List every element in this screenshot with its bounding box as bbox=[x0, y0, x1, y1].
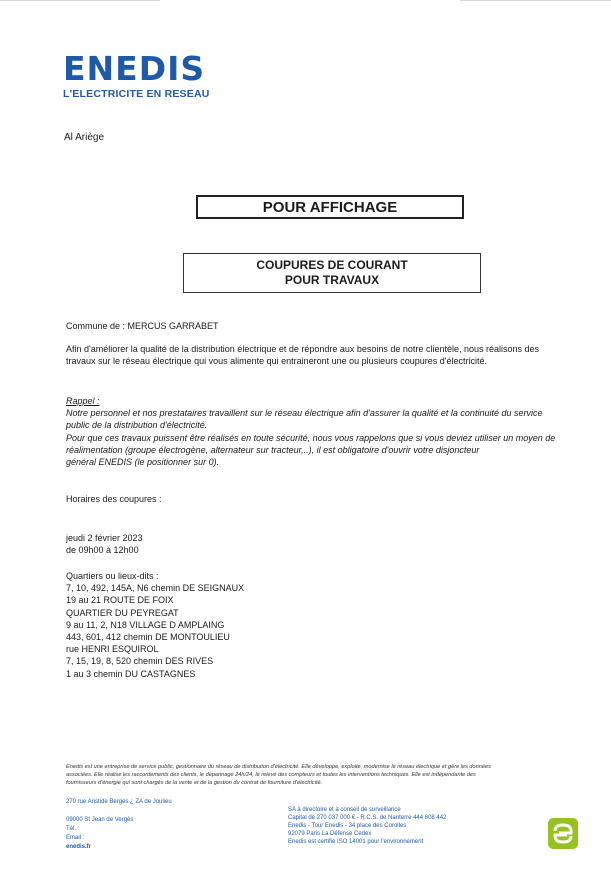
list-item: 7, 15, 19, 8, 520 chemin DES RIVES bbox=[66, 656, 214, 667]
scan-edge-line bbox=[460, 0, 611, 1]
legal-line: fournisseurs d'énergie qui sont chargés de la vente et de la gestion du contrat de fourniture d'électricité. bbox=[66, 780, 323, 786]
list-item: 7, 10, 492, 145A, N6 chemin DE SEIGNAUX bbox=[66, 583, 245, 594]
rappel-line: réalimentation (groupe électrogène, alternateur sur tracteur,..), il est obligatoire d'ouvrir votre disjoncteur bbox=[66, 444, 480, 455]
website-link[interactable]: enedis.fr bbox=[66, 844, 92, 850]
logo-tagline: L'ELECTRICITE EN RESEAU bbox=[63, 88, 210, 100]
coupures-title-box bbox=[183, 253, 481, 293]
list-item: rue HENRI ESQUIROL bbox=[66, 644, 159, 655]
rappel-heading: Rappel : bbox=[66, 396, 100, 406]
email-label: Email : bbox=[66, 835, 85, 841]
intro-line: Afin d'améliorer la qualité de la distribution électrique et de répondre aux besoins de notre clientèle, nous réalisons des bbox=[66, 344, 540, 354]
list-item: 9 au 11, 2, N18 VILLAGE D AMPLAING bbox=[66, 619, 225, 630]
enedis-logo bbox=[63, 49, 210, 100]
rappel-line: public de la distribution d'électricité. bbox=[66, 420, 208, 431]
legal-line: associées. Elle réalise les raccordements des clients, le dépannage 24h/24, le relevé des compteurs et toutes les interventions techniques. Elle est indépendante des bbox=[66, 772, 476, 778]
legal-notice bbox=[66, 763, 586, 787]
schedule-time: de 09h00 à 12h00 bbox=[66, 545, 139, 556]
schedule-date: jeudi 2 février 2023 bbox=[66, 533, 143, 543]
rappel-line: général ENEDIS (le positionner sur 0). bbox=[66, 457, 220, 468]
intro-paragraph bbox=[66, 343, 580, 367]
commune-line: Commune de : MERCUS GARRABET bbox=[66, 321, 219, 331]
list-item: 443, 601, 412 chemin DE MONTOULIEU bbox=[66, 632, 230, 643]
corp-line: SA à directoire et à conseil de surveillance bbox=[288, 807, 401, 813]
horaires-label: Horaires des coupures : bbox=[66, 494, 162, 504]
coupures-title-line1: COUPURES DE COURANT bbox=[256, 258, 408, 272]
enedis-badge-icon bbox=[548, 818, 578, 849]
footer-address bbox=[66, 798, 172, 852]
rappel-line: Pour que ces travaux puissent être réalisés en toute sécurité, nous vous rappelons que si vous deviez utiliser un moyen de bbox=[66, 432, 556, 443]
corp-line: 92079 Paris La Défense Cedex bbox=[288, 831, 372, 837]
corp-line: Enedis est certifié ISO 14001 pour l'environnement bbox=[288, 839, 424, 845]
corporate-info bbox=[288, 806, 446, 846]
pour-affichage-box bbox=[196, 195, 464, 219]
list-item: 1 au 3 chemin DU CASTAGNES bbox=[66, 668, 196, 679]
quartiers-list bbox=[66, 570, 244, 680]
scan-edge-line bbox=[0, 0, 160, 1]
schedule bbox=[66, 532, 143, 556]
list-item: QUARTIER DU PEYREGAT bbox=[66, 607, 179, 618]
rappel-paragraph bbox=[66, 395, 580, 468]
address-city: 09000 St Jean de Vergès bbox=[66, 817, 134, 823]
pour-affichage-title: POUR AFFICHAGE bbox=[262, 198, 398, 216]
list-item: 19 au 21 ROUTE DE FOIX bbox=[66, 595, 174, 606]
logo-wordmark: ENEDIS bbox=[63, 49, 206, 88]
recipient: Al Ariège bbox=[64, 132, 105, 143]
tel-label: Tél. : bbox=[66, 826, 80, 832]
intro-line: travaux sur le réseau électrique qui vous alimente qui entraineront une ou plusieurs coupures d'électricité. bbox=[66, 356, 487, 367]
quartiers-label: Quartiers ou lieux-dits : bbox=[66, 571, 159, 581]
coupures-title-line2: POUR TRAVAUX bbox=[284, 273, 380, 287]
address-line: 270 rue Aristide Berges ¿ ZA de Joulieu bbox=[66, 799, 172, 805]
rappel-line: Notre personnel et nos prestataires travaillent sur le réseau électrique afin d'assurer la qualité et la continuité du service bbox=[66, 408, 543, 419]
legal-line: Enedis est une entreprise de service public, gestionnaire du réseau de distribution d'électricité. Elle développe, exploite, modernise le réseau électrique et gère les données bbox=[66, 764, 491, 770]
corp-line: Enedis - Tour Enedis - 34 place des Corolles bbox=[288, 823, 407, 829]
corp-line: Capital de 270 037 000 € - R.C.S. de Nanterre 444 608 442 bbox=[288, 815, 447, 821]
